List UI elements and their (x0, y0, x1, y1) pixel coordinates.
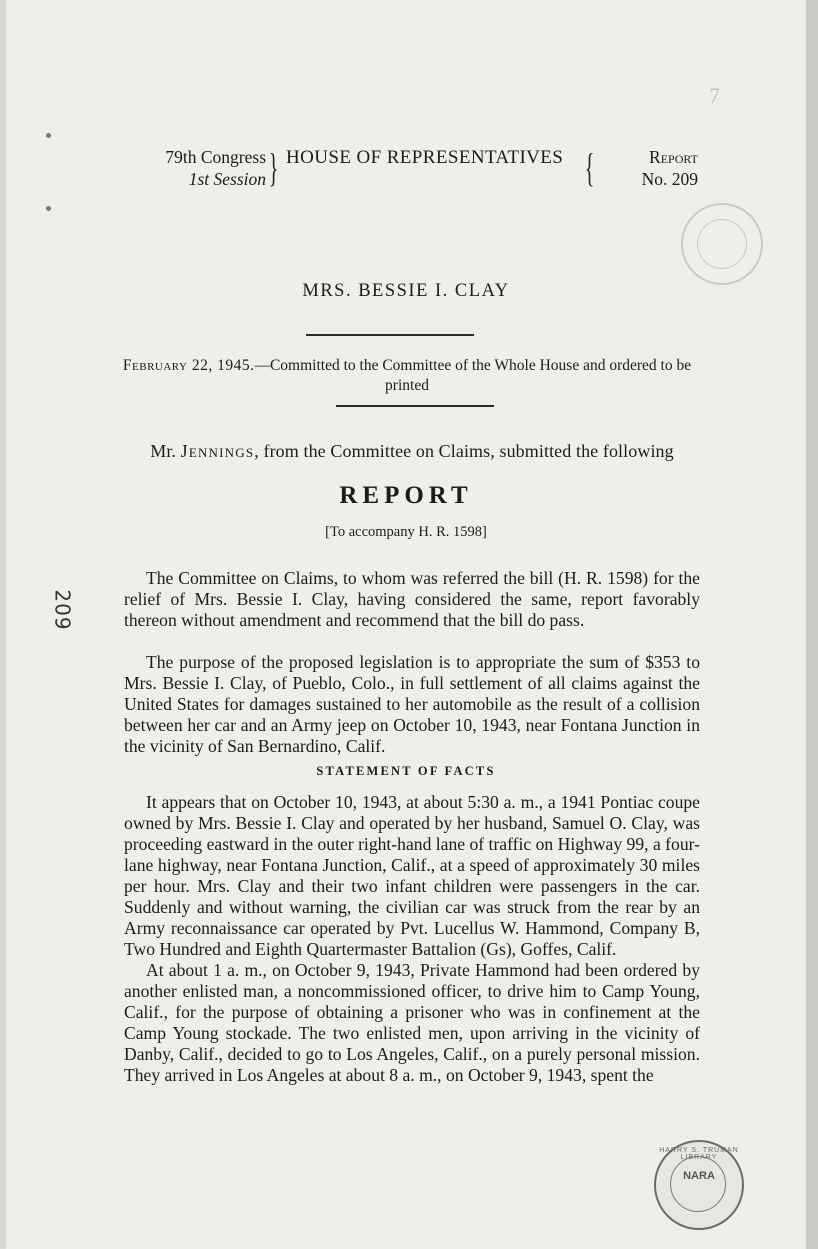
paragraph-text: It appears that on October 10, 1943, at about 5:30 a. m., a 1941 Pontiac coupe owned by Mrs. Bessie I. Clay and operated by her husband, Samuel O. Clay, was proceeding eastward in the outer right-hand lane of traffic on Highway 99, a four-lane highway, near Fontana Junction, Calif., at a speed of approximately 30 miles per hour. Mrs. Clay and their two infant children were passengers in the car. Suddenly and without warning, the civilian car was struck from the rear by an Army reconnaissance car operated by Pvt. Lucellus W. Hammond, Company B, Two Hundred and Eighth Quartermaster Battalion (Gs), Goffes, Calif. (124, 792, 700, 959)
report-number-block (618, 146, 698, 190)
brace-right: { (584, 145, 595, 190)
divider-rule (306, 334, 474, 336)
punch-mark (46, 206, 51, 211)
handwritten-margin-note: 209 (50, 589, 75, 631)
committed-date: February 22, 1945. (122, 357, 255, 374)
paragraph-3 (124, 792, 700, 960)
submitted-line (124, 441, 700, 462)
punch-mark (46, 133, 51, 138)
congress-session (134, 146, 266, 190)
paragraph-1 (124, 568, 700, 631)
submitted-rest: , from the Committee on Claims, submitted the following (254, 441, 674, 461)
report-label: Report (649, 147, 698, 167)
accompany-note: [To accompany H. R. 1598] (325, 524, 487, 540)
committed-notice (118, 356, 696, 396)
bleed-through-page-number: 7 (709, 83, 720, 108)
session-label: 1st Session (188, 169, 266, 189)
chamber-name: HOUSE OF REPRESENTATIVES (286, 147, 564, 168)
paragraph-4 (124, 960, 700, 1086)
document-page (6, 0, 806, 1249)
paragraph-text: The purpose of the proposed legislation is to appropriate the sum of $353 to Mrs. Bessie I. Clay, of Pueblo, Colo., in full settlement of all claims against the United States for damages sustained to her automobile as the result of a collision between her car and an Army jeep on October 10, 1943, near Fontana Junction in the vicinity of San Bernardino, Calif. (124, 652, 700, 756)
paragraph-text: The Committee on Claims, to whom was referred the bill (H. R. 1598) for the relief of Mrs. Bessie I. Clay, having considered the same, report favorably thereon without amendment and recommend that the bill do pass. (124, 568, 700, 630)
stamp-inner-ring (670, 1156, 726, 1212)
submitted-prefix: Mr. (150, 441, 181, 461)
divider-rule (336, 405, 494, 407)
submitter-name: Jennings (180, 441, 255, 461)
document-title: MRS. BESSIE I. CLAY (302, 281, 510, 301)
brace-left: } (268, 145, 279, 190)
stamp-ring-text: HARRY S. TRUMAN LIBRARY (659, 1147, 739, 1161)
paragraph-text: At about 1 a. m., on October 9, 1943, Private Hammond had been ordered by another enlisted man, a noncommissioned officer, to drive him to Camp Young, Calif., for the purpose of obtaining a prisoner who was in confinement at the Camp Young stockade. The two enlisted men, upon arriving in the vicinity of Danby, Calif., decided to go to Los Angeles, Calif., on a purely personal mission. They arrived in Los Angeles at about 8 a. m., on October 9, 1943, spent the (124, 960, 700, 1085)
committed-text: —Committed to the Committee of the Whole House and ordered to be printed (254, 357, 692, 394)
document-header (124, 146, 702, 196)
congress-label: 79th Congress (165, 147, 266, 167)
report-number: No. 209 (641, 169, 698, 189)
truman-library-stamp (654, 1140, 744, 1230)
paragraph-2 (124, 652, 700, 757)
statement-heading: STATEMENT OF FACTS (316, 764, 496, 778)
report-heading: REPORT (339, 482, 473, 509)
page-edge-shadow (806, 0, 818, 1249)
stamp-center-text: NARA (683, 1170, 715, 1182)
